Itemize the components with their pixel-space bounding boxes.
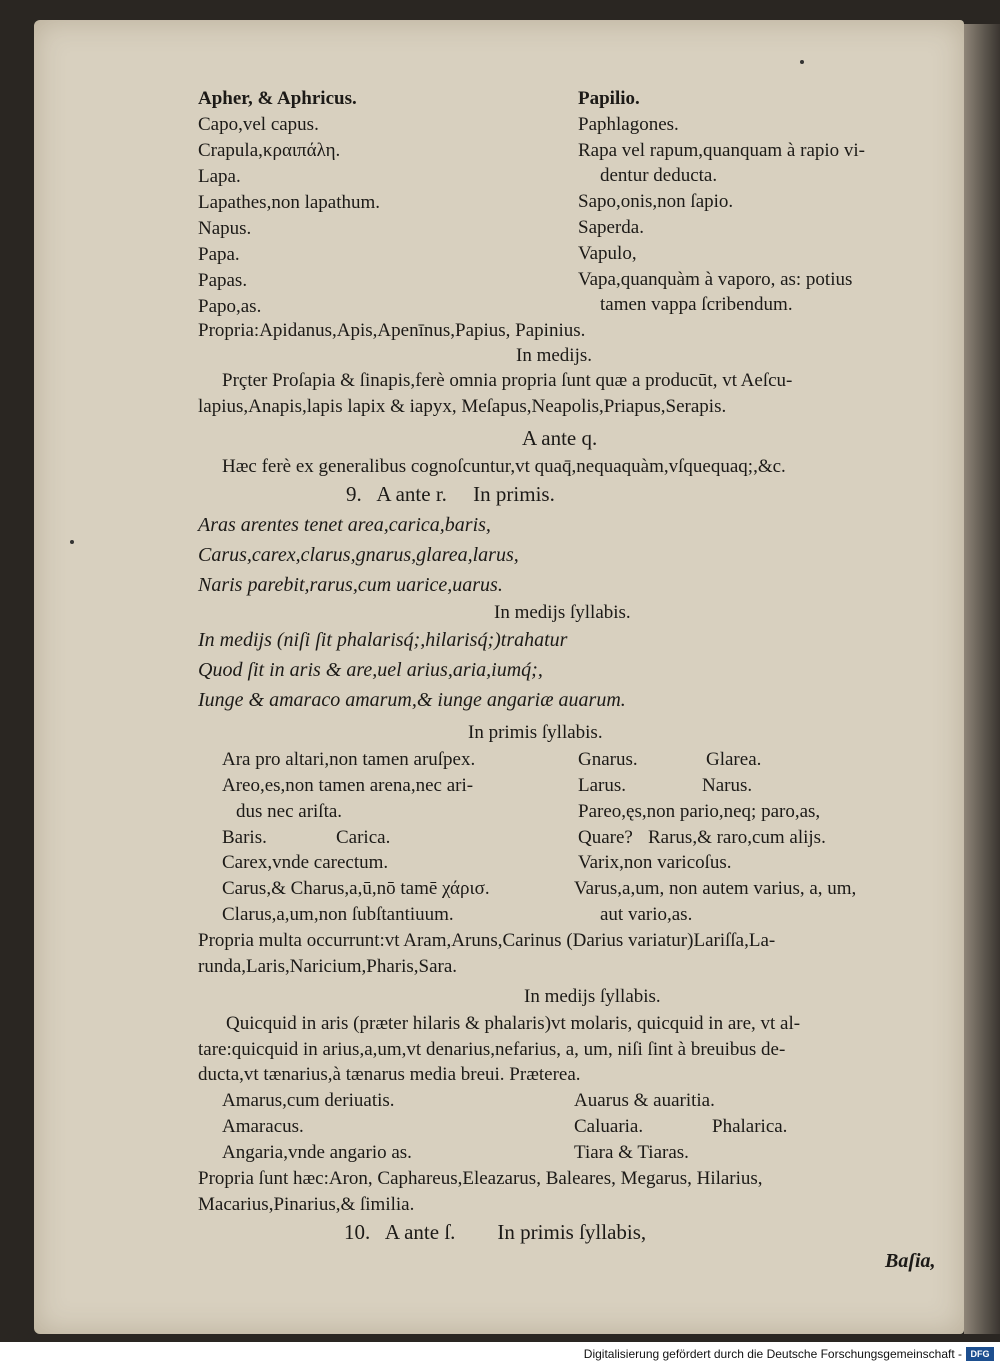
text-line: Clarus,a,um,non ſubſtantiuum. — [222, 904, 454, 925]
text-line: Carus,& Charus,a,ū,nō tamē χάρισ. — [222, 878, 490, 899]
text-line: aut vario,as. — [600, 904, 693, 925]
text-line: runda,Laris,Naricium,Pharis,Sara. — [198, 956, 458, 977]
text-line: Larus. — [578, 775, 627, 796]
text-line: Papilio. — [578, 88, 640, 109]
footer-text: Digitalisierung gefördert durch die Deutsche Forschungsgemeinschaft - — [583, 1347, 962, 1361]
text-line: Napus. — [198, 218, 252, 239]
text-line: Vapa,quanquàm à vaporo, as: potius — [578, 269, 853, 290]
text-line: tamen vappa ſcribendum. — [600, 294, 793, 315]
text-line: Saperda. — [578, 217, 644, 238]
page-edge — [964, 24, 1000, 1334]
text-line: Papo,as. — [198, 296, 262, 317]
verse-line: Quod ſit in aris & are,uel arius,aria,iumq́;, — [198, 659, 543, 681]
text-line: Amaracus. — [222, 1116, 304, 1137]
text-line: ducta,vt tænarius,à tænarus media breui. Præterea. — [198, 1064, 581, 1085]
verse-line: Naris parebit,rarus,cum uarice,uarus. — [198, 574, 503, 596]
text-line: Propria:Apidanus,Apis,Apenīnus,Papius, Papinius. — [198, 320, 586, 341]
text-line: Gnarus. — [578, 749, 638, 770]
section-heading: In primis ſyllabis. — [468, 722, 603, 743]
text-line: Tiara & Tiaras. — [574, 1142, 689, 1163]
text-line: Ara pro altari,non tamen aruſpex. — [222, 749, 476, 770]
text-line: Narus. — [702, 775, 753, 796]
text-line: Hæc ferè ex generalibus cognoſcuntur,vt quaq̄,nequaquàm,vſquequaq;,&c. — [222, 456, 786, 477]
text-line: lapius,Anapis,lapis lapix & iapyx, Meſapus,Neapolis,Priapus,Serapis. — [198, 396, 727, 417]
text-line: Macarius,Pinarius,& ſimilia. — [198, 1194, 415, 1215]
verse-line: In medijs (niſi ſit phalarisq́;,hilarisq́;)trahatur — [198, 629, 568, 651]
catchword: Baſia, — [885, 1250, 936, 1272]
verse-line: Carus,carex,clarus,gnarus,glarea,larus, — [198, 544, 519, 566]
text-line: Vapulo, — [578, 243, 637, 264]
text-line: dus nec ariſta. — [236, 801, 343, 822]
ink-speck — [800, 60, 804, 64]
digitization-footer — [0, 1342, 1000, 1366]
text-line: Rarus,& raro,cum alijs. — [648, 827, 826, 848]
text-line: Lapathes,non lapathum. — [198, 192, 381, 213]
text-line: Caluaria. — [574, 1116, 644, 1137]
text-line: Carex,vnde carectum. — [222, 852, 389, 873]
text-line: Quare? — [578, 827, 633, 848]
text-line: Papa. — [198, 244, 240, 265]
text-line: dentur deducta. — [600, 165, 718, 186]
text-line: Angaria,vnde angario as. — [222, 1142, 412, 1163]
text-line: Prçter Proſapia & ſinapis,ferè omnia propria ſunt quæ a producūt, vt Aeſcu- — [222, 370, 793, 391]
text-line: Amarus,cum deriuatis. — [222, 1090, 395, 1111]
text-line: Areo,es,non tamen arena,nec ari- — [222, 775, 474, 796]
text-line: Apher, & Aphricus. — [198, 88, 357, 109]
section-heading: A ante q. — [522, 426, 598, 450]
text-line: tare:quicquid in arius,a,um,vt denarius,nefarius, a, um, niſi ſint à breuibus de- — [198, 1039, 786, 1060]
text-line: Propria multa occurrunt:vt Aram,Aruns,Carinus (Darius variatur)Lariſſa,La- — [198, 930, 776, 951]
text-line: Varix,non varicoſus. — [578, 852, 732, 873]
text-line: Varus,a,um, non autem varius, a, um, — [574, 878, 857, 899]
section-heading: In medijs ſyllabis. — [524, 986, 661, 1007]
section-heading: In medijs ſyllabis. — [494, 602, 631, 623]
text-line: Phalarica. — [712, 1116, 788, 1137]
ink-speck — [70, 540, 74, 544]
section-heading: 9. A ante r. In primis. — [346, 482, 555, 506]
text-line: Propria ſunt hæc:Aron, Caphareus,Eleazarus, Baleares, Megarus, Hilarius, — [198, 1168, 763, 1189]
text-line: Rapa vel rapum,quanquam à rapio vi- — [578, 140, 866, 161]
verse-line: Iunge & amaraco amarum,& iunge angariæ auarum. — [198, 689, 626, 711]
section-heading: In medijs. — [516, 345, 592, 366]
text-line: Paphlagones. — [578, 114, 679, 135]
dfg-logo: DFG — [966, 1347, 994, 1361]
text-line: Carica. — [336, 827, 391, 848]
section-heading: 10. A ante ſ. In primis ſyllabis, — [344, 1220, 647, 1244]
text-line: Auarus & auaritia. — [574, 1090, 715, 1111]
text-line: Sapo,onis,non ſapio. — [578, 191, 734, 212]
verse-line: Aras arentes tenet area,carica,baris, — [198, 514, 491, 536]
text-line: Capo,vel capus. — [198, 114, 319, 135]
text-line: Glarea. — [706, 749, 762, 770]
text-line: Baris. — [222, 827, 267, 848]
text-line: Papas. — [198, 270, 248, 291]
text-line: Pareo,ęs,non pario,neq; paro,as, — [578, 801, 821, 822]
text-line: Lapa. — [198, 166, 241, 187]
text-line: Quicquid in aris (præter hilaris & phalaris)vt molaris, quicquid in are, vt al- — [226, 1013, 801, 1034]
text-line: Crapula,κραιπάλη. — [198, 140, 341, 161]
